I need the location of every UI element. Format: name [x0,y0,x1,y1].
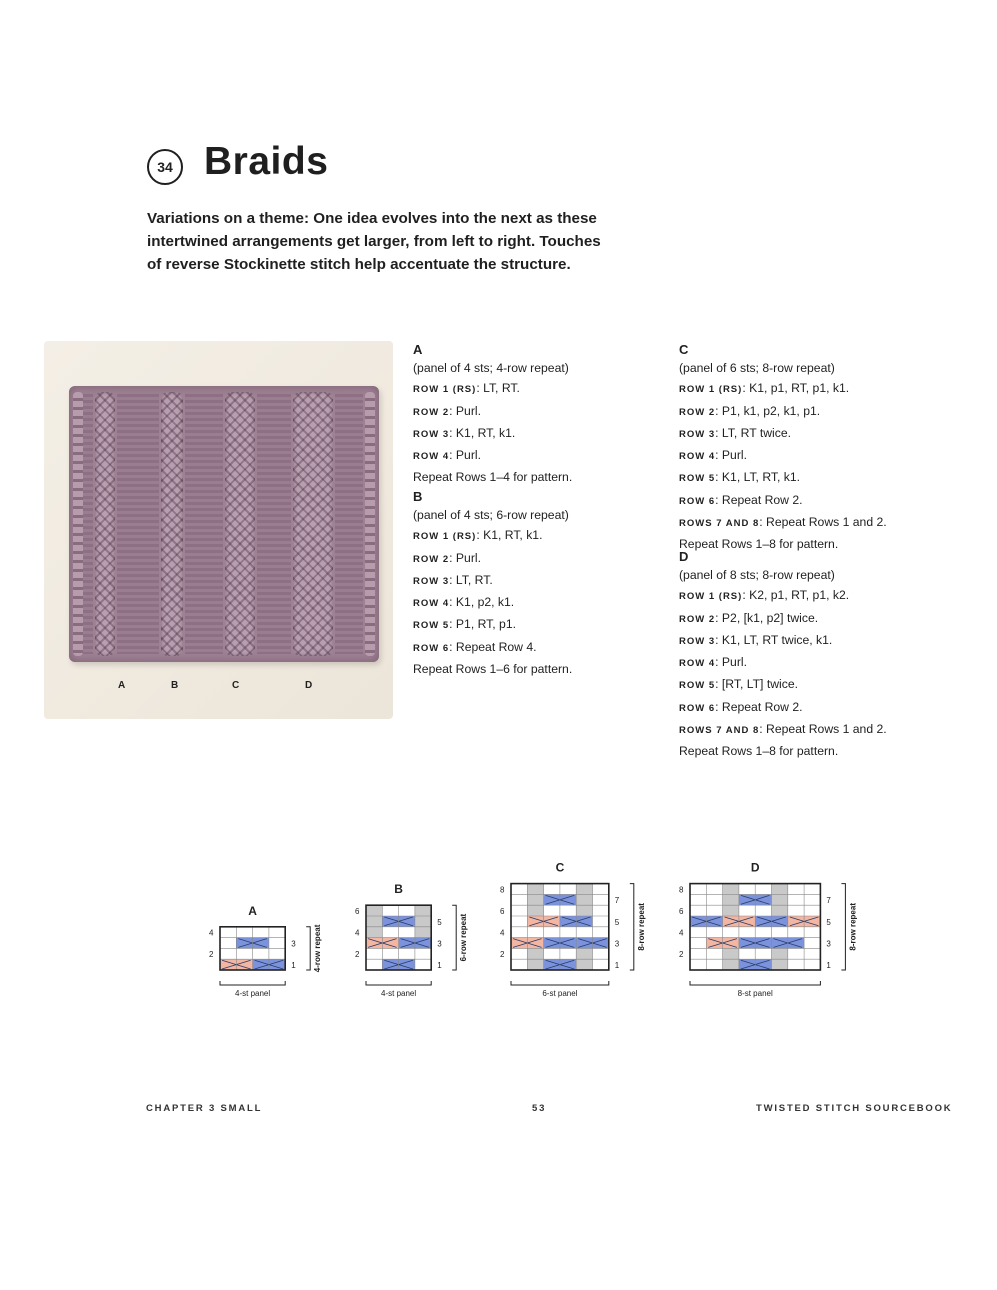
row-number: 2 [500,950,505,960]
purl-cell [723,959,739,970]
panel-bracket [511,981,609,985]
purl-cell [576,884,592,895]
repeat-label: 4-row repeat [313,924,323,973]
purl-cell [576,894,592,905]
purl-cell [772,948,788,959]
row-number: 3 [826,939,831,949]
purl-cell [723,905,739,916]
chart-letter: C [555,860,565,875]
panel-description: (panel of 8 sts; 8-row repeat) [679,568,835,582]
purl-cell [576,959,592,970]
row-number: 4 [679,928,684,938]
row-number: 3 [437,939,442,949]
chart-letter: A [248,903,257,918]
row-label: ROWS 7 AND 8 [679,725,760,737]
purl-cell [415,905,431,916]
row-text: : Repeat Rows 1 and 2. [759,515,887,530]
row-number: 8 [500,885,505,895]
row-number: 2 [679,950,684,960]
row-text: : Repeat Row 2. [715,492,803,507]
intro-line: Variations on a theme: One idea evolves into the next as these [147,210,597,227]
repeat-bracket [452,905,456,970]
panel-label: 6-st panel [542,989,578,998]
purl-cell [723,948,739,959]
row-text: : P1, RT, p1. [449,617,516,632]
row-label: ROW 2 [679,613,716,625]
row-label: ROW 5 [679,680,716,692]
row-number: 3 [614,939,620,949]
purl-cell [772,905,788,916]
panel-letter: C [679,342,689,357]
row-number: 5 [614,917,620,927]
row-label: ROW 3 [413,575,450,587]
panel-description: (panel of 6 sts; 8-row repeat) [679,361,835,375]
panel-label: 8-st panel [737,989,773,998]
row-text: : P2, [k1, p2] twice. [715,610,819,625]
purl-cell [527,884,543,895]
row-number: 2 [209,950,214,960]
footer-book-title: TWISTED STITCH SOURCEBOOK [756,1103,953,1114]
row-number: 4 [209,928,214,938]
row-number: 6 [500,907,505,916]
pattern-number: 34 [157,159,173,175]
panel-description: (panel of 4 sts; 4-row repeat) [413,361,569,375]
row-text: : LT, RT. [476,381,520,396]
repeat-instruction: Repeat Rows 1–4 for pattern. [413,470,573,485]
panel-bracket [366,981,431,985]
row-label: ROW 2 [413,406,450,418]
row-text: : LT, RT twice. [715,425,791,440]
row-label: ROWS 7 AND 8 [679,518,760,530]
panel-letter: D [679,549,689,564]
row-text: : Repeat Row 2. [715,699,803,714]
intro-line: intertwined arrangements get larger, from left to right. Touches [147,233,601,250]
purl-cell [527,894,543,905]
purl-cell [415,927,431,938]
row-number: 2 [355,950,360,960]
row-number: 1 [826,961,831,970]
column-label: D [305,680,313,691]
row-text: : Purl. [449,550,481,565]
row-label: ROW 3 [413,428,450,440]
row-number: 1 [291,961,296,970]
row-number: 7 [614,896,620,906]
purl-cell [366,927,382,938]
row-label: ROW 4 [413,598,450,610]
purl-cell [723,884,739,895]
panel-letter: B [413,489,423,504]
repeat-instruction: Repeat Rows 1–8 for pattern. [679,744,839,759]
row-text: : K1, LT, RT, k1. [715,470,801,485]
row-label: ROW 1 (RS) [679,591,743,603]
row-text: : Repeat Row 4. [449,639,537,654]
page-title: Braids [204,140,329,183]
repeat-bracket [841,884,845,970]
purl-cell [527,905,543,916]
row-text: : Purl. [715,448,747,463]
row-label: ROW 6 [413,642,450,654]
repeat-label: 8-row repeat [848,903,858,951]
row-label: ROW 2 [679,406,716,418]
purl-cell [576,905,592,916]
purl-cell [366,916,382,927]
repeat-instruction: Repeat Rows 1–8 for pattern. [679,537,839,552]
row-label: ROW 4 [679,451,716,463]
row-number: 6 [355,907,360,916]
repeat-instruction: Repeat Rows 1–6 for pattern. [413,662,573,677]
purl-cell [772,959,788,970]
column-label: A [118,680,126,691]
row-label: ROW 1 (RS) [679,384,743,396]
row-label: ROW 3 [679,635,716,647]
row-number: 5 [437,917,442,927]
row-number: 4 [500,928,505,938]
repeat-label: 8-row repeat [636,903,646,951]
purl-cell [772,894,788,905]
row-text: : Purl. [449,403,481,418]
footer-chapter: CHAPTER 3 SMALL [146,1103,263,1114]
purl-cell [527,948,543,959]
purl-cell [415,916,431,927]
row-text: : [RT, LT] twice. [715,677,798,692]
purl-cell [527,959,543,970]
row-text: : P1, k1, p2, k1, p1. [715,403,821,418]
row-text: : Purl. [715,655,747,670]
repeat-bracket [306,927,310,970]
row-text: : K1, RT, k1. [449,425,516,440]
row-number: 1 [437,961,442,970]
row-number: 6 [679,907,684,916]
row-text: : K2, p1, RT, p1, k2. [742,588,850,603]
purl-cell [723,894,739,905]
column-label: C [232,680,240,691]
row-label: ROW 4 [413,451,450,463]
row-label: ROW 5 [679,473,716,485]
row-label: ROW 1 (RS) [413,531,477,543]
panel-bracket [690,981,820,985]
row-label: ROW 6 [679,495,716,507]
panel-letter: A [413,342,423,357]
column-label: B [171,680,179,691]
panel-label: 4-st panel [381,989,417,998]
row-text: : Repeat Rows 1 and 2. [759,722,887,737]
purl-cell [366,905,382,916]
repeat-label: 6-row repeat [459,913,469,962]
row-number: 4 [355,928,360,938]
row-text: : LT, RT. [449,572,493,587]
row-label: ROW 6 [679,702,716,714]
row-number: 7 [826,896,831,906]
purl-cell [772,884,788,895]
chart-letter: D [750,860,760,875]
chart-letter: B [394,882,403,897]
purl-cell [576,948,592,959]
row-text: : K1, LT, RT twice, k1. [715,632,833,647]
intro-line: of reverse Stockinette stitch help accentuate the structure. [147,256,571,273]
row-number: 8 [679,885,684,895]
row-text: : K1, p2, k1. [449,595,515,610]
row-label: ROW 1 (RS) [413,384,477,396]
panel-description: (panel of 4 sts; 6-row repeat) [413,508,569,522]
repeat-bracket [630,884,634,970]
row-label: ROW 3 [679,428,716,440]
panel-bracket [220,981,285,985]
row-label: ROW 2 [413,553,450,565]
row-label: ROW 5 [413,620,450,632]
footer-page-number: 53 [532,1103,547,1114]
row-text: : Purl. [449,448,481,463]
row-number: 5 [826,917,831,927]
row-number: 1 [614,961,620,970]
row-label: ROW 4 [679,658,716,670]
panel-label: 4-st panel [235,989,271,998]
row-text: : K1, RT, k1. [476,528,543,543]
row-text: : K1, p1, RT, p1, k1. [742,381,850,396]
row-number: 3 [291,939,296,949]
